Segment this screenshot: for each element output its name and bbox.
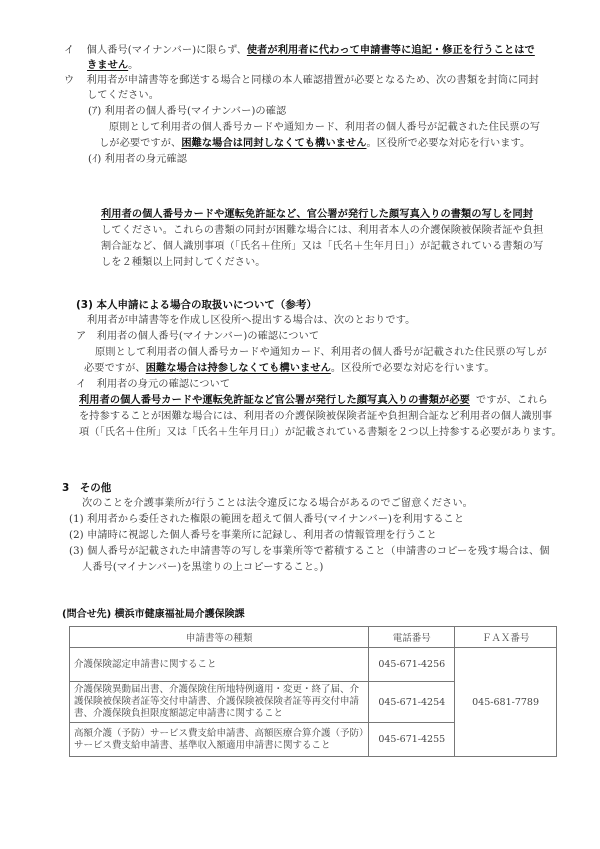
column-header: 申請書等の種類 — [70, 627, 369, 648]
text: 原則として利用者の個人番号カードや通知カード、利用者の個人番号が記載された住民票の写 — [109, 122, 541, 133]
text: 項（「氏名＋住所」又は「氏名＋生年月日」）が記載されている書類を２つ以上持参する必要があります。 — [79, 427, 562, 438]
text: してください。 — [87, 90, 160, 101]
text: 利用者が申請書等を郵送する場合と同様の本人確認措置が必要となるため、次の書類を封筒に同封 — [86, 75, 539, 86]
text: 。区役所で必要な対応を行います。 — [366, 138, 531, 149]
fax-number: 045-681-7789 — [455, 648, 557, 757]
text: 。区役所で必要な対応を行います。 — [330, 363, 495, 374]
text: 利用者が申請書等を作成し区役所へ提出する場合は、次のとおりです。 — [87, 315, 416, 326]
text: 割合証など、個人識別事項（「氏名＋住所」又は「氏名＋生年月日」）が記載されている書類の写 — [101, 241, 544, 252]
list-item-cont: 人番号(マイナンバー)を黒塗りの上コピーすること。) — [82, 562, 324, 573]
emphasis: 困難な場合は持参しなくても構いません — [145, 363, 331, 374]
text: 個人番号(マイナンバー)に限らず、 — [86, 45, 247, 56]
text: 原則として利用者の個人番号カードや通知カード、利用者の個人番号が記載された住民票の写しが — [95, 347, 547, 358]
list-item: (2) 申請時に視認した個人番号を事業所に記録し、利用者の情報管理を行うこと — [69, 530, 437, 541]
application-type: 介護保険異動届出書、介護保険住所地特例適用・変更・終了届、介護保険被保険者証等交付申請書、介護保険被保険者証等再交付申請書、介護保険負担限度額認定申請書に関すること — [70, 682, 369, 723]
application-type: 介護保険認定申請書に関すること — [70, 648, 369, 682]
emphasis: 困難な場合は同封しなくても構いません — [181, 138, 367, 149]
emphasis: 利用者の個人番号カードや運転免許証など官公署が発行した顔写真入りの書類が必要 — [79, 395, 470, 406]
sub-b-title: (ｲ) 利用者の身元確認 — [88, 154, 187, 165]
section-heading: 3 その他 — [62, 482, 112, 494]
sub-i-title: イ 利用者の身元の確認について — [76, 379, 231, 390]
phone-number: 045-671-4254 — [369, 682, 455, 723]
phone-number: 045-671-4255 — [369, 723, 455, 757]
item-i — [64, 44, 535, 57]
list-item: (1) 利用者から委任された権限の範囲を超えて個人番号(マイナンバー)を利用すること — [69, 514, 465, 525]
text: 必要ですが、 — [84, 363, 146, 374]
text: してください。これらの書類の同封が困難な場合には、利用者本人の介護保険被保険者証や負担 — [101, 225, 544, 236]
text: ですが、これら — [475, 395, 548, 406]
sub-a-title: (ｱ) 利用者の個人番号(マイナンバー)の確認 — [88, 106, 287, 117]
item-i-cont — [87, 59, 138, 72]
column-header: 電話番号 — [369, 627, 455, 648]
contact-table — [69, 626, 557, 757]
text: 次のことを介護事業所が行うことは法令違反になる場合があるのでご留意ください。 — [82, 498, 473, 509]
text-line — [79, 394, 548, 407]
list-item: (3) 個人番号が記載された申請書等の写しを事業所等で蓄積すること（申請書のコピーを残す場合は、個 — [69, 546, 550, 557]
marker: ウ — [64, 75, 75, 86]
column-header: ＦＡＸ番号 — [455, 627, 557, 648]
marker: イ — [64, 45, 75, 56]
text: しが必要ですが、 — [99, 138, 182, 149]
phone-number: 045-671-4256 — [369, 648, 455, 682]
emphasis: きません — [87, 60, 129, 71]
text: 。 — [128, 60, 139, 71]
emphasis: 利用者の個人番号カードや運転免許証など、官公署が発行した顔写真入りの書類の写しを同封 — [101, 209, 534, 220]
text: しを２種類以上同封してください。 — [101, 257, 266, 268]
text: を持参することが困難な場合には、利用者の介護保険被保険者証や負担割合証など利用者の個人識別事 — [79, 411, 553, 422]
text-line — [84, 362, 495, 375]
text-line — [99, 137, 530, 150]
emphasis: 使者が利用者に代わって申請書等に追記・修正を行うことはで — [246, 45, 535, 56]
section-heading: (3) 本人申請による場合の取扱いについて（参考） — [76, 299, 317, 311]
item-u — [64, 74, 539, 87]
application-type: 高額介護（予防）サービス費支給申請書、高額医療合算介護（予防）サービス費支給申請書、基準収入額適用申請書に関すること — [70, 723, 369, 757]
table-row — [70, 648, 557, 682]
table-header-row — [70, 627, 557, 648]
sub-a-title: ア 利用者の個人番号(マイナンバー)の確認について — [76, 331, 320, 342]
contact-heading: (問合せ先) 横浜市健康福祉局介護保険課 — [62, 609, 245, 620]
